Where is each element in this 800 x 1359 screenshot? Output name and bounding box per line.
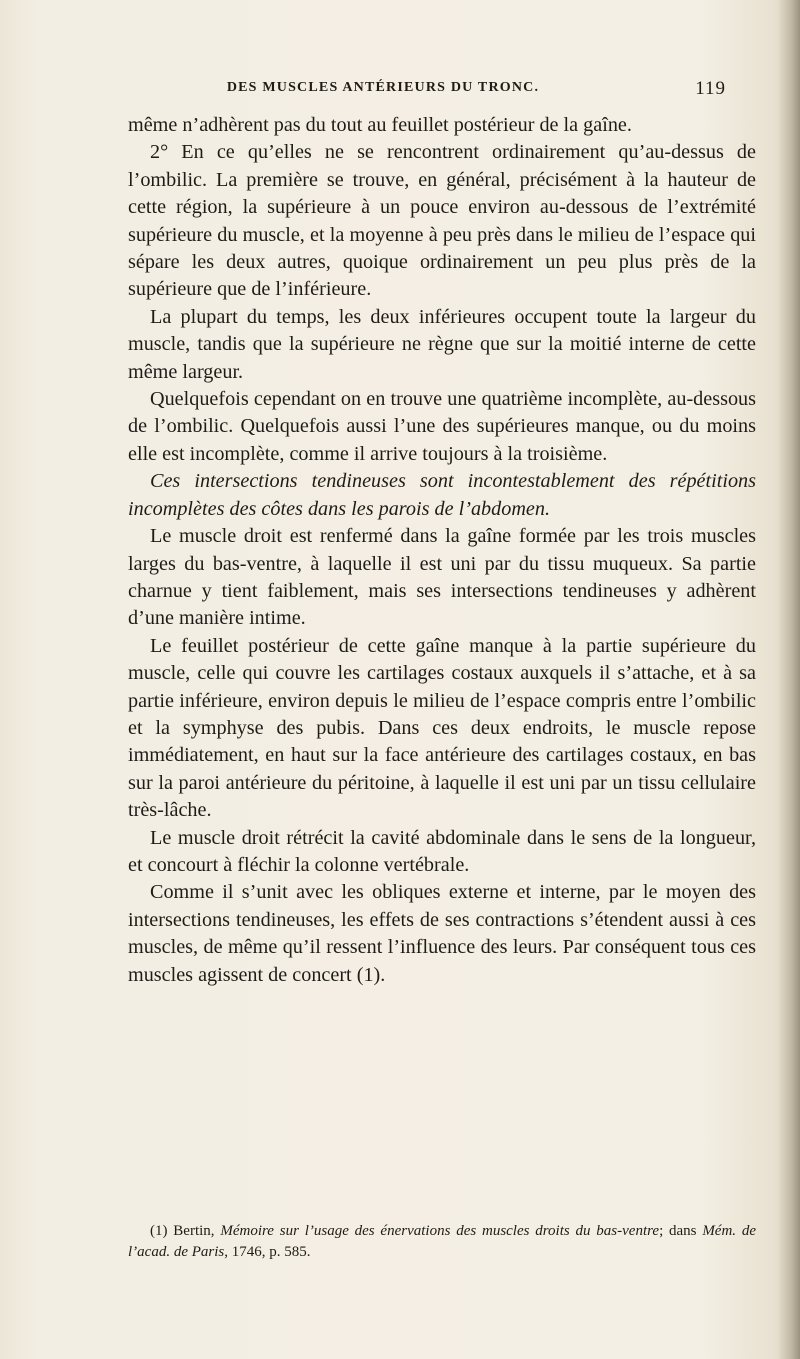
paragraph: Comme il s’unit avec les obliques externe et interne, par le moyen des intersections tendineuses, les effets de ses contractions s’étendent aussi à ces muscles, de même qu’il ressent l’influence des leurs. Par conséquent tous ces muscles agissent de concert (1). — [128, 881, 756, 986]
footnotes — [128, 1221, 756, 1263]
paragraph: même n’adhèrent pas du tout au feuillet postérieur de la gaîne. — [128, 114, 632, 136]
page-header — [100, 80, 726, 108]
page-number: 119 — [695, 78, 726, 99]
paragraph: Le feuillet postérieur de cette gaîne manque à la partie supérieure du muscle, celle qui couvre les cartilages costaux auxquels il s’attache, et à sa partie inférieure, environ depuis le milieu de l’espace compris entre l’ombilic et la symphyse des pubis. Dans ces deux endroits, le muscle repose immédiatement, en haut sur la face antérieure des cartilages costaux, en bas sur la paroi antérieure du péritoine, à laquelle il est uni par un tissu cellulaire très-lâche. — [128, 634, 756, 822]
italic-paragraph: Ces intersections tendineuses sont incontestablement des répétitions incomplètes des côtes dans les parois de l’abdomen. — [128, 470, 756, 520]
footnote-marker: (1) — [150, 1223, 168, 1239]
footnote-title: Mémoire sur l’usage des énervations des muscles droits du bas-ventre — [220, 1223, 660, 1239]
footnote — [128, 1221, 756, 1263]
footnote-details: , 1746, p. 585. — [224, 1244, 311, 1260]
paragraph: 2° En ce qu’elles ne se rencontrent ordinairement qu’au-dessus de l’ombilic. La première se trouve, en général, précisément à la hauteur de cette région, la supérieure à un pouce environ au-dessous de l’extrémité supérieure du muscle, et la moyenne à peu près dans le milieu de l’espace qui sépare les deux autres, quoique ordinairement un peu plus près de la supérieure que de l’inférieure. — [128, 141, 756, 301]
paragraph: Quelquefois cependant on en trouve une quatrième incomplète, au-dessous de l’ombilic. Quelquefois aussi l’une des supérieures manque, ou du moins elle est incomplète, comme il arrive toujours à la troisième. — [128, 388, 756, 465]
paragraph: Le muscle droit est renfermé dans la gaîne formée par les trois muscles larges du bas-ventre, à laquelle il est uni par du tissu muqueux. Sa partie charnue y tient faiblement, mais ses intersections tendineuses y adhèrent d’une manière intime. — [128, 525, 756, 630]
body-text — [128, 112, 756, 989]
footnote-separator: ; dans — [659, 1223, 697, 1239]
running-head: DES MUSCLES ANTÉRIEURS DU TRONC. — [226, 80, 540, 95]
footnote-author: Bertin, — [173, 1223, 215, 1239]
page-gutter-shadow — [778, 0, 800, 1359]
paragraph: La plupart du temps, les deux inférieures occupent toute la largeur du muscle, tandis que la supérieure ne règne que sur la moitié interne de cette même largeur. — [128, 305, 756, 383]
footnote-journal: Mém. de l’acad. de Paris — [128, 1223, 756, 1260]
paragraph: Le muscle droit rétrécit la cavité abdominale dans le sens de la longueur, et concourt à fléchir la colonne vertébrale. — [128, 826, 756, 876]
